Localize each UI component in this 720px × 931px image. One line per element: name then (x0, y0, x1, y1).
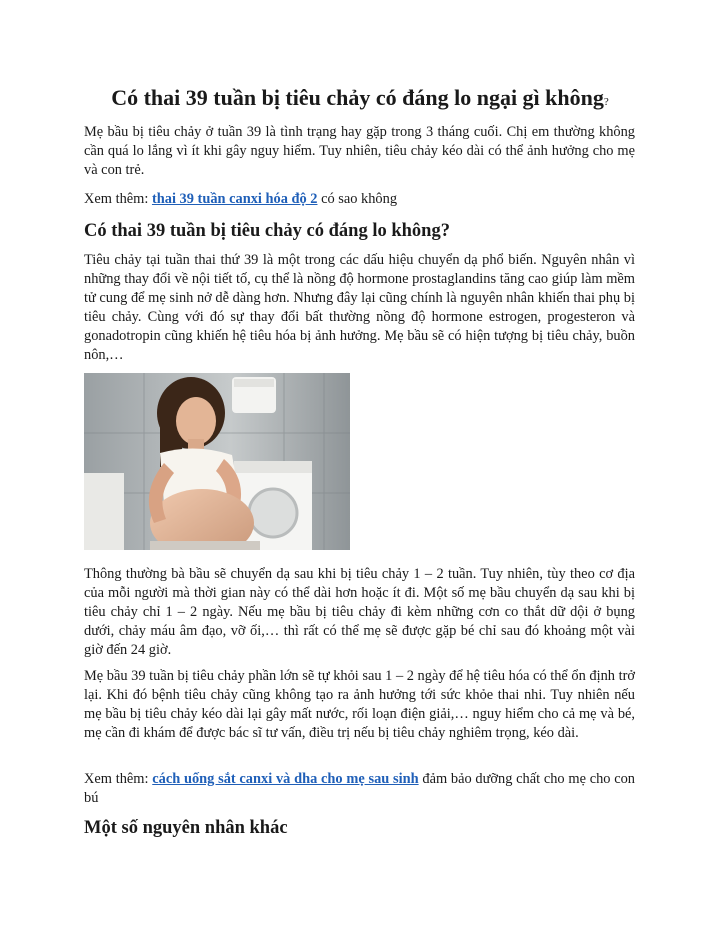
section-heading-1: Có thai 39 tuần bị tiêu chảy có đáng lo không? (84, 221, 450, 241)
section-1-paragraph-2: Thông thường bà bầu sẽ chuyển dạ sau khi bị tiêu chảy 1 – 2 tuần. Tuy nhiên, tùy theo cơ địa của mỗi người mà thời gian này có thể dài hơn hoặc ít đi. Một số mẹ bầu chuyển dạ sau khi bị tiêu chảy chỉ 1 – 2 ngày. Nếu mẹ bầu bị tiêu chảy đi kèm những cơn co thắt dữ dội ở bụng dưới, chảy máu âm đạo, vỡ ối,… thì rất có thể mẹ sẽ được gặp bé chỉ sau đó khoảng một vài giờ đến 24 giờ. (84, 566, 635, 658)
section-heading-2: Một số nguyên nhân khác (84, 818, 288, 838)
see-also-link-canxi[interactable]: thai 39 tuần canxi hóa độ 2 (151, 191, 318, 207)
see-also-link-sat-canxi-dha[interactable]: cách uống sắt canxi và dha cho mẹ sau sinh (152, 771, 419, 787)
article-title-text: Có thai 39 tuần bị tiêu chảy có đáng lo ngại gì không (111, 85, 604, 110)
see-also-line-2 (84, 770, 635, 808)
photo-illustration (84, 373, 350, 550)
see-also-prefix: Xem thêm: (84, 771, 153, 787)
see-also-line-1 (84, 190, 635, 209)
title-question-mark: ? (603, 96, 609, 108)
section-1-paragraph: Tiêu chảy tại tuần thai thứ 39 là một trong các dấu hiệu chuyển dạ phổ biến. Nguyên nhân vì những thay đổi về nội tiết tố, cụ thể là nồng độ hormone prostaglandins tăng cao giúp làm mềm tử cung để mẹ sinh nở dễ dàng hơn. Nhưng đây lại cũng chính là nguyên nhân khiến thai phụ bị tiêu chảy. Cùng với đó sự thay đổi bất thường nồng độ hormone estrogen, progesteron và gonadotropin cũng khiến hệ tiêu hóa bị ảnh hưởng. Mẹ bầu sẽ có hiện tượng bị tiêu chảy, buồn nôn,… (84, 252, 635, 363)
see-also-suffix: đảm bảo dưỡng chất cho mẹ cho con bú (84, 771, 635, 806)
pregnant-woman-photo (84, 373, 350, 550)
see-also-prefix: Xem thêm: (84, 191, 152, 207)
section-1-paragraph-3: Mẹ bầu 39 tuần bị tiêu chảy phần lớn sẽ tự khỏi sau 1 – 2 ngày để hệ tiêu hóa có thể ổn định trở lại. Khi đó bệnh tiêu chảy cũng không tạo ra ảnh hưởng tới sức khỏe thai nhi. Tuy nhiên nếu mẹ bầu bị tiêu chảy kéo dài lại gây mất nước, rối loạn điện giải,… nguy hiểm cho cả mẹ và bé, mẹ cần đi khám để được bác sĩ tư vấn, điều trị nếu bị tiêu chảy nghiêm trọng, kéo dài. (84, 668, 635, 741)
intro-paragraph: Mẹ bầu bị tiêu chảy ở tuần 39 là tình trạng hay gặp trong 3 tháng cuối. Chị em thường không cần quá lo lắng vì ít khi gây nguy hiểm. Tuy nhiên, tiêu chảy kéo dài có thể ảnh hưởng cho mẹ và con trẻ. (84, 124, 635, 178)
article-title (0, 84, 720, 116)
see-also-suffix: có sao không (317, 191, 398, 207)
